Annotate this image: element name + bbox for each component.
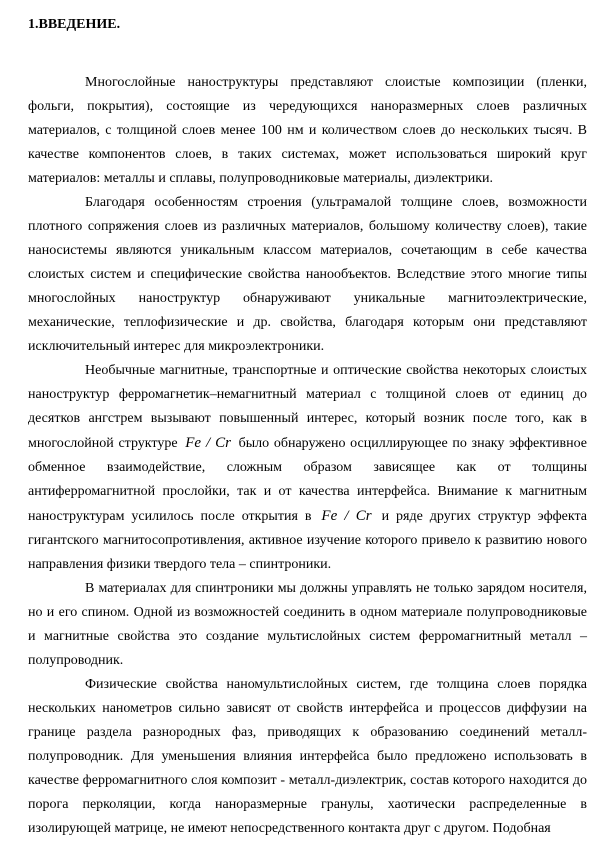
- paragraph-3-part-1: Необычные магнитные, транспортные и оптические свойства некоторых слоистых наноструктур ферромагнетик–немагнитный материал с толщиной слоев от единиц до десятков ангстрем вызывают повышенный интерес, который возник после того, как в многослойной структуре: [28, 363, 587, 451]
- paragraph-5: Физические свойства наномультислойных систем, где толщина слоев порядка нескольких нанометров сильно зависят от свойств интерфейса и процессов диффузии на границе раздела разнородных фаз, приводящих к образованию соединений металл-полупроводник. Для уменьшения влияния интерфейса было предложено использовать в качестве ферромагнитного слоя композит - металл-диэлектрик, состав которого находится до порога перколяции, когда наноразмерные гранулы, хаотически распределенные в изолирующей матрице, не имеют непосредственного контакта друг с другом. Подобная: [28, 677, 587, 836]
- paragraph-3: [28, 359, 587, 577]
- paragraph-1: Многослойные наноструктуры представляют слоистые композиции (пленки, фольги, покрытия), состоящие из чередующихся наноразмерных слоев различных материалов, с толщиной слоев менее 100 нм и количеством слоев до нескольких тысяч. В качестве компонентов слоев, в таких системах, может использоваться широкий круг материалов: металлы и сплавы, полупроводниковые материалы, диэлектрики.: [28, 75, 587, 186]
- paragraph-3-part-2: было обнаружено осциллирующее по знаку эффективное обменное взаимодействие, сложным образом зависящее как от толщины антиферромагнитной прослойки, так и от качества интерфейса. Внимание к магнитным наноструктурам усилилось после открытия в: [28, 436, 587, 524]
- paragraph-2: Благодаря особенностям строения (ультрамалой толщине слоев, возможности плотного сопряжения слоев из различных материалов, большому количеству слоев), такие наносистемы являются уникальным классом материалов, сочетающим в себе качества слоистых систем и специфические свойства нанообъектов. Вследствие этого многие типы многослойных наноструктур обнаруживают уникальные магнитоэлектрические, механические, теплофизические и др. свойства, благодаря которым они представляют исключительный интерес для микроэлектроники.: [28, 195, 587, 354]
- section-heading: 1.ВВЕДЕНИЕ.: [28, 17, 121, 32]
- paragraph-3-part-3: и ряде других структур эффекта гигантского магнитосопротивления, активное изучение которого привело к развитию нового направления физики твердого тела – спинтроники.: [28, 509, 588, 572]
- formula-fe-cr: Fe / Cr: [185, 435, 231, 451]
- paragraph-4: В материалах для спинтроники мы должны управлять не только зарядом носителя, но и его спином. Одной из возможностей соединить в одном материале полупроводниковые и магнитные свойства это создание мультислойных систем ферромагнитный металл – полупроводник.: [28, 581, 587, 668]
- formula-fe-cr: Fe / Cr: [321, 508, 372, 524]
